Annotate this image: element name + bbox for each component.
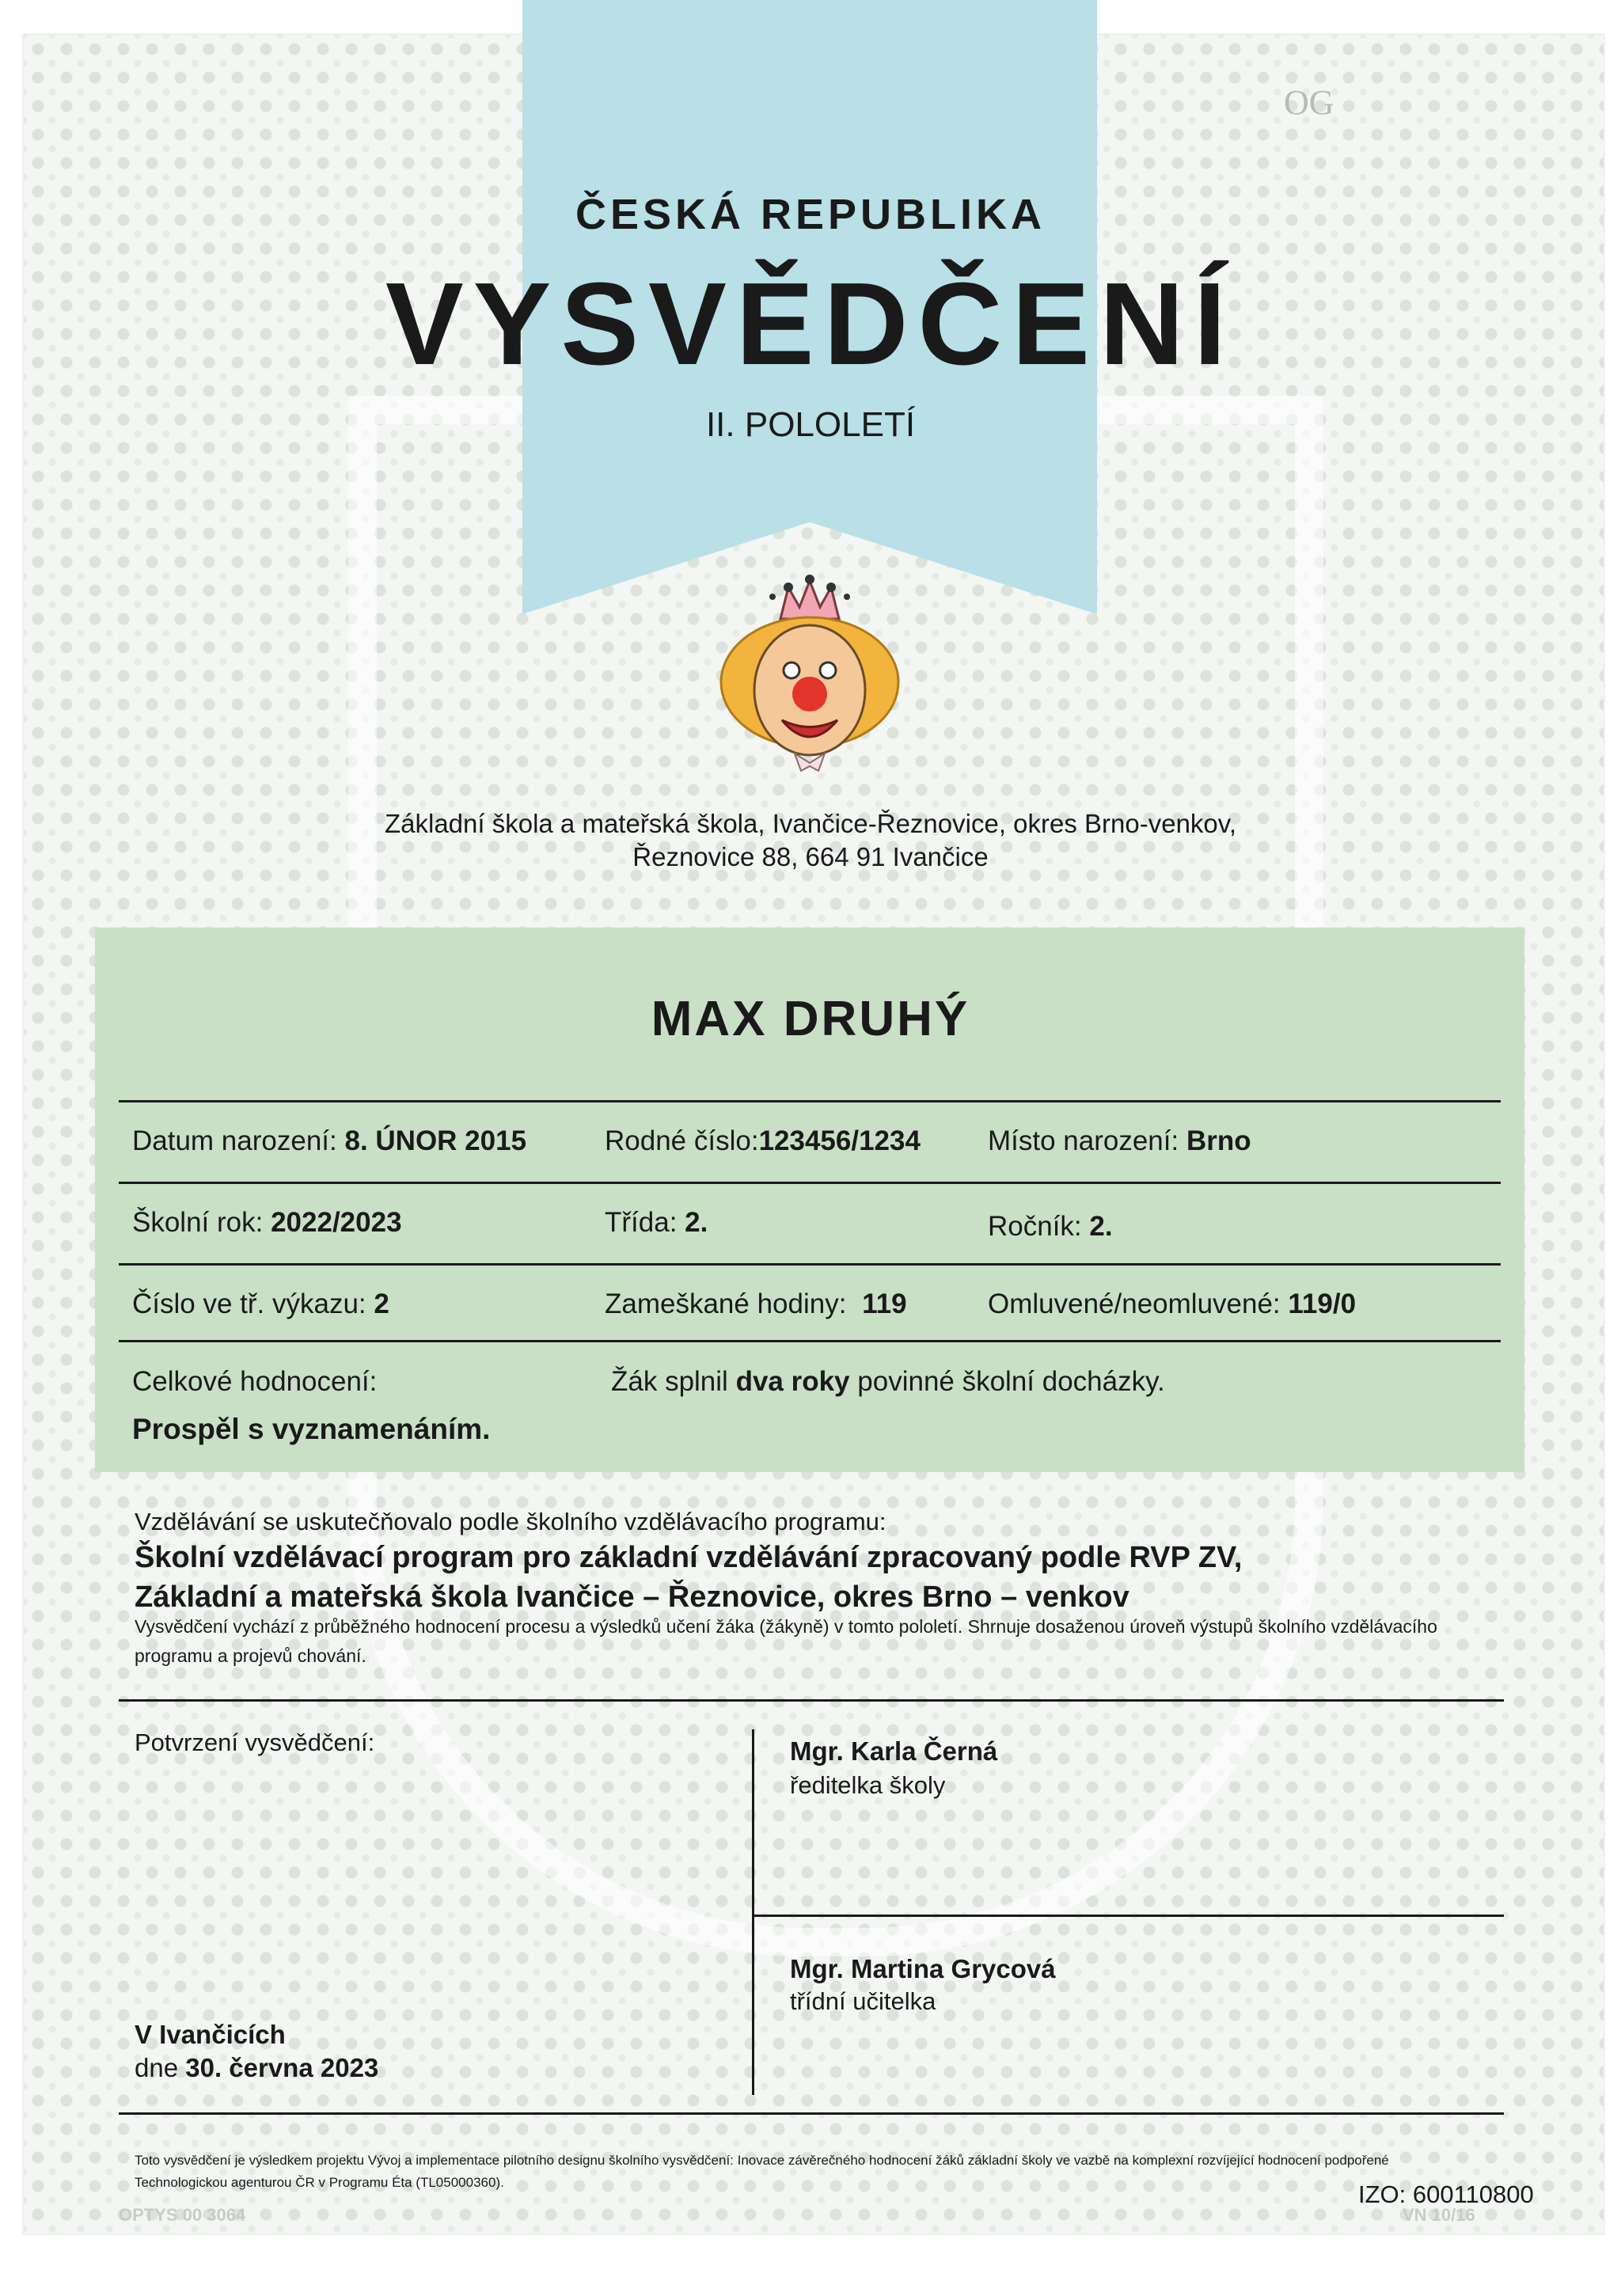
education-program (135, 1538, 1242, 1617)
excused-hours-label: Omluvené/neomluvené: (988, 1288, 1281, 1319)
corner-mark: OG (1284, 83, 1334, 122)
period-label: II. POLOLETÍ (705, 405, 916, 444)
school-logo-clown (717, 564, 902, 779)
confirmation-label: Potvrzení vysvědčení: (135, 1729, 375, 1756)
country-heading: ČESKÁ REPUBLIKA (575, 191, 1046, 238)
education-note: Vysvědčení vychází z průběžného hodnocení procesu a výsledků učení žáka (žákyně) v tomto pololetí. Shrnuje dosaženou úroveň výstupů školního vzdělávacího programu a projevů chování. (135, 1616, 1437, 1666)
issue-date (135, 2053, 378, 2083)
principal-role: ředitelka školy (790, 1771, 946, 1799)
attendance-statement (611, 1366, 1165, 1398)
school-year-value: 2022/2023 (271, 1207, 402, 1238)
serial-left: OPTYS 00 3064 (119, 2205, 246, 2225)
signature-divider-vertical (752, 1729, 754, 2095)
excused-hours-value: 119/0 (1288, 1288, 1357, 1319)
school-address (0, 807, 1621, 874)
student-name: MAX DRUHÝ (651, 992, 970, 1046)
birth-place-value: Brno (1186, 1125, 1251, 1156)
teacher-role: třídní učitelka (790, 1987, 936, 2015)
missed-hours-field (605, 1288, 907, 1320)
overall-evaluation-value: Prospěl s vyznamenáním. (132, 1413, 491, 1445)
personal-id-label: Rodné číslo: (605, 1125, 759, 1156)
attendance-years: dva roky (735, 1366, 850, 1397)
birth-date-field (132, 1125, 526, 1157)
program-school: Základní a mateřská škola Ivančice – Řeznovice, okres Brno – venkov (135, 1581, 1129, 1614)
divider (119, 2112, 1504, 2115)
birth-date-value: 8. ÚNOR 2015 (344, 1125, 527, 1156)
crown (769, 575, 850, 619)
attendance-text-end: povinné školní docházky. (857, 1366, 1165, 1397)
report-number-label: Číslo ve tř. výkazu: (132, 1288, 366, 1319)
attendance-text-start: Žák splnil (611, 1366, 728, 1397)
issue-place: V Ivančicích (135, 2020, 286, 2049)
report-number-field (132, 1288, 389, 1320)
divider (119, 1100, 1501, 1102)
excused-hours-field (988, 1288, 1356, 1320)
birth-place-label: Místo narození: (988, 1125, 1179, 1156)
grade-label: Ročník: (988, 1211, 1082, 1242)
personal-id-field (605, 1125, 921, 1157)
birth-date-label: Datum narození: (132, 1125, 337, 1156)
report-number-value: 2 (374, 1288, 389, 1319)
issue-date-value: 30. června 2023 (185, 2053, 379, 2082)
birth-place-field (988, 1125, 1251, 1157)
divider (119, 1699, 1504, 1702)
missed-hours-label: Zameškané hodiny: (605, 1288, 847, 1319)
personal-id-value: 123456/1234 (758, 1125, 921, 1156)
divider (119, 1182, 1501, 1184)
divider (119, 1340, 1501, 1342)
school-year-label: Školní rok: (132, 1207, 264, 1238)
program-name: Školní vzdělávací program pro základní vzdělávání zpracovaný podle RVP ZV, (135, 1541, 1243, 1574)
school-year-field (132, 1207, 402, 1239)
school-street: Řeznovice 88, 664 91 Ivančice (632, 842, 989, 871)
education-intro: Vzdělávání se uskutečňovalo podle školního vzdělávacího programu: (135, 1508, 886, 1535)
school-name: Základní škola a mateřská škola, Ivančice-Řeznovice, okres Brno-venkov, (384, 809, 1236, 838)
class-value: 2. (685, 1207, 708, 1238)
grade-value: 2. (1089, 1211, 1113, 1242)
overall-evaluation-label: Celkové hodnocení: (132, 1366, 378, 1397)
divider (119, 1263, 1501, 1266)
izo-number: IZO: 600110800 (1358, 2180, 1534, 2208)
document-title: VYSVĚDČENÍ (385, 259, 1236, 389)
missed-hours-value: 119 (862, 1288, 907, 1319)
clown-nose (792, 677, 827, 712)
class-field (605, 1207, 708, 1239)
issue-date-prefix: dne (135, 2053, 179, 2082)
signature-divider (754, 1915, 1504, 1917)
project-footnote: Toto vysvědčení je výsledkem projektu Vývoj a implementace pilotního designu školního vysvědčení: Inovace závěrečného hodnocení žáků základní školy ve vazbě na komplexní rozvíjející hodnocení podpořené Technologickou agenturou ČR v Programu Éta (TL05000360). (135, 2153, 1389, 2190)
class-label: Třída: (605, 1207, 678, 1238)
teacher-name: Mgr. Martina Grycová (790, 1954, 1056, 1983)
serial-right: VN 10/16 (1403, 2205, 1475, 2225)
grade-field (988, 1211, 1113, 1243)
principal-name: Mgr. Karla Černá (790, 1736, 998, 1766)
